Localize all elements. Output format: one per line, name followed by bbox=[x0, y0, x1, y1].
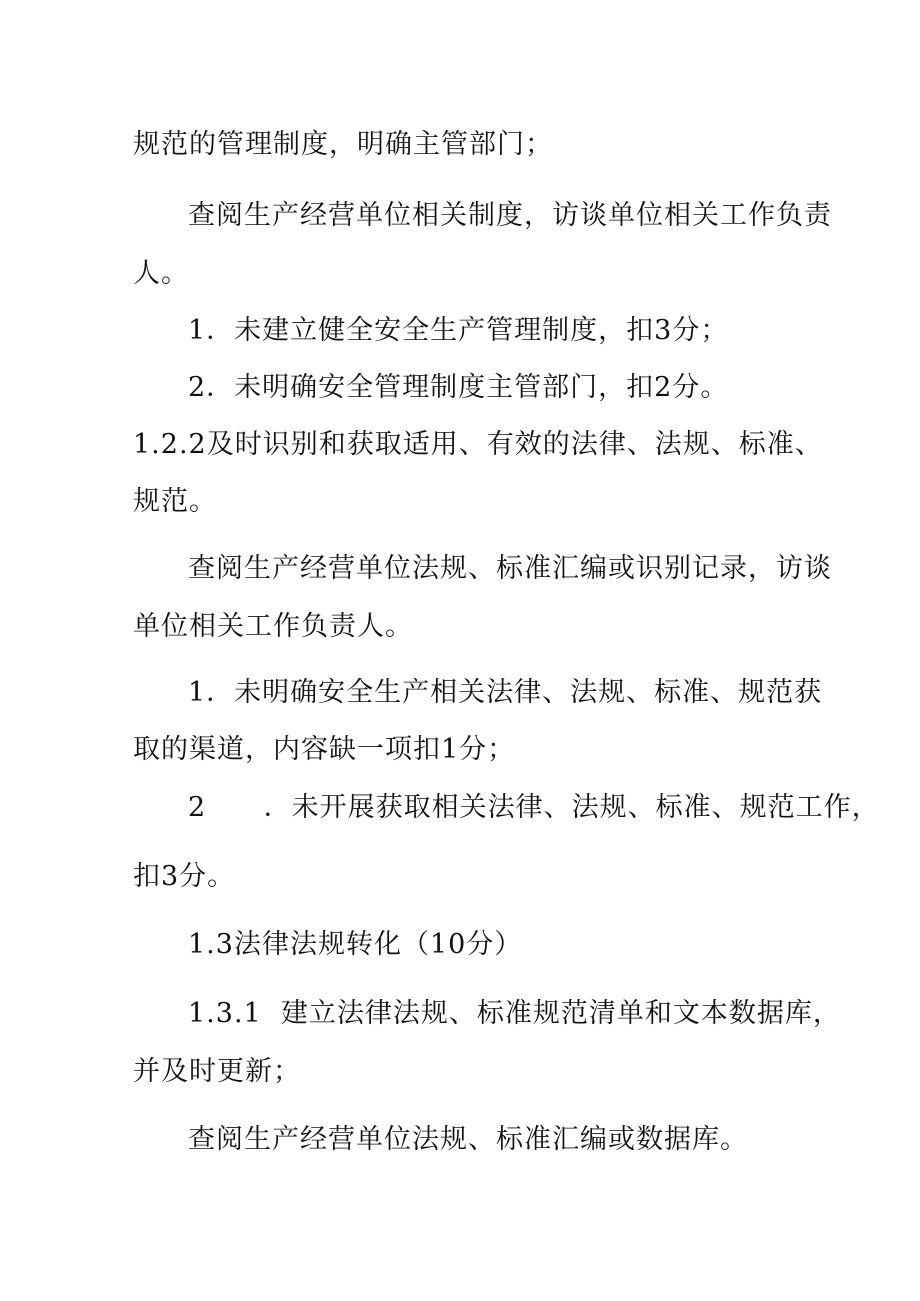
text-line: 并及时更新； bbox=[133, 1056, 301, 1087]
text-line: 扣3分。 bbox=[133, 861, 236, 892]
list-item: 2．未明确安全管理制度主管部门，扣2分。 bbox=[188, 372, 729, 403]
text-line: 查阅生产经营单位法规、标准汇编或数据库。 bbox=[188, 1124, 748, 1155]
text-line: 取的渠道，内容缺一项扣1分； bbox=[133, 734, 516, 765]
list-item: 1．未明确安全生产相关法律、法规、标准、规范获 bbox=[188, 677, 823, 708]
text-line: 规范。 bbox=[133, 486, 217, 517]
section-heading: 1.3.1 建立法律法规、标准规范清单和文本数据库， bbox=[188, 998, 841, 1029]
list-item: 1．未建立健全安全生产管理制度，扣3分； bbox=[188, 315, 729, 346]
text-line: 查阅生产经营单位法规、标准汇编或识别记录，访谈 bbox=[188, 553, 832, 584]
text-line: 单位相关工作负责人。 bbox=[133, 611, 413, 642]
list-item: 2 ．未开展获取相关法律、法规、标准、规范工作， bbox=[188, 792, 880, 823]
text-line: 规范的管理制度，明确主管部门； bbox=[133, 129, 553, 160]
text-line: 人。 bbox=[133, 258, 189, 289]
text-line: 查阅生产经营单位相关制度，访谈单位相关工作负责 bbox=[188, 200, 832, 231]
section-heading: 1.2.2及时识别和获取适用、有效的法律、法规、标准、 bbox=[133, 429, 823, 460]
section-heading: 1.3法律法规转化（10分） bbox=[188, 929, 523, 960]
